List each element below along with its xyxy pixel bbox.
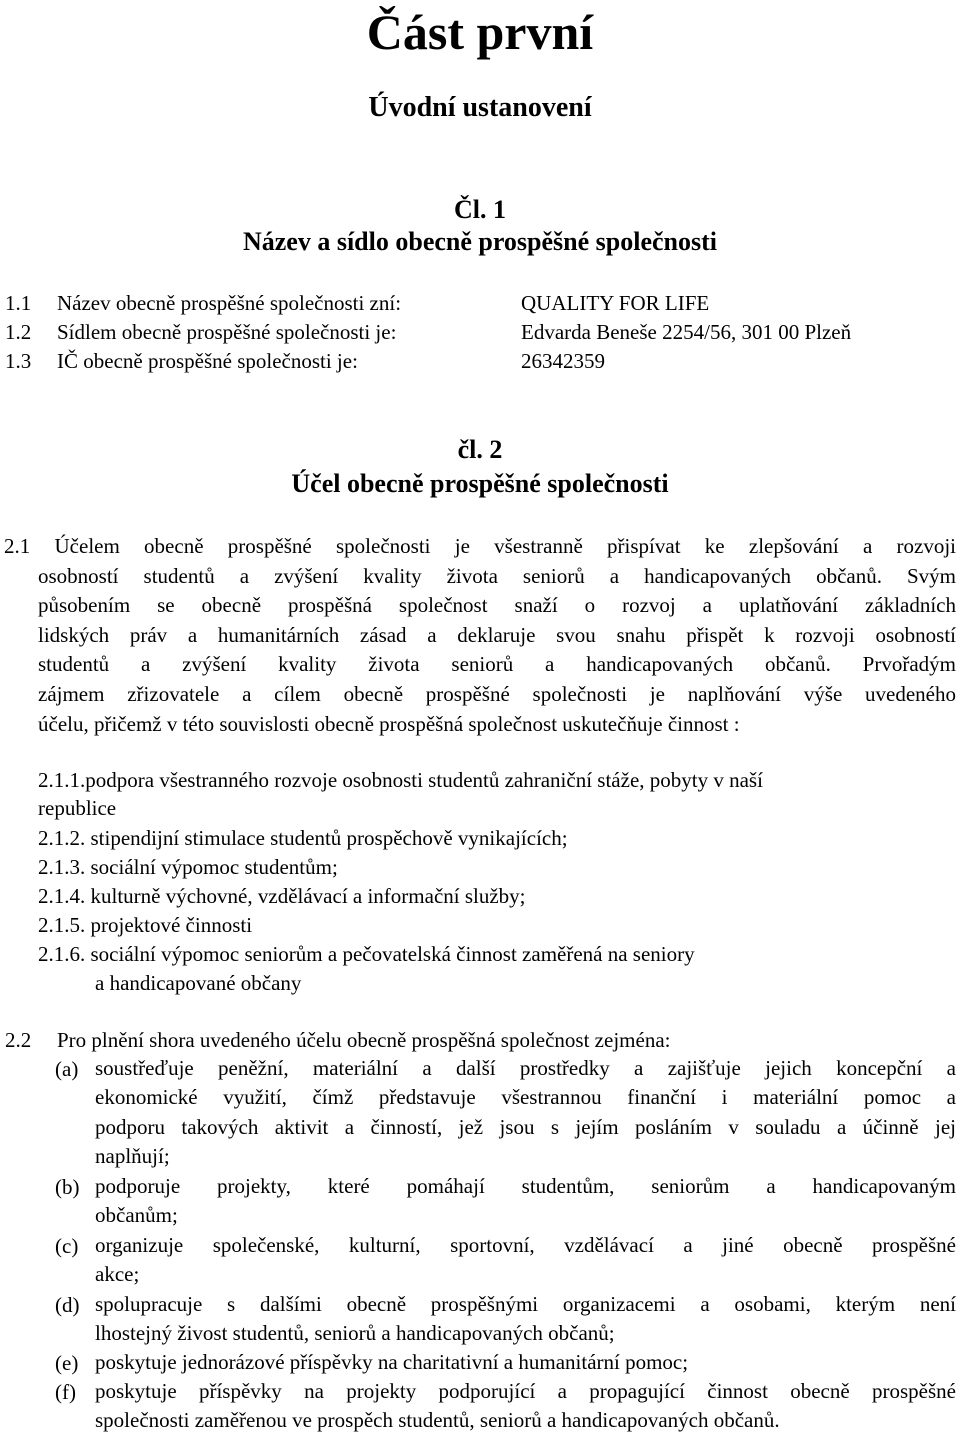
activity-item: 2.1.2. stipendijní stimulace studentů prospěchově vynikajících; [38,826,568,850]
paragraph-line: účelu, přičemž v této souvislosti obecně prospěšná společnost uskutečňuje činnost : [38,711,740,736]
item-line: poskytuje jednorázové příspěvky na charitativní a humanitární pomoc; [95,1350,689,1374]
item-text [95,1377,956,1434]
item-line: společnosti zaměřenou ve prospěch studentů, seniorů a handicapovaných občanů. [95,1407,780,1432]
paragraph-line: osobností studentů a zvýšení kvality života seniorů a handicapovaných občanů. Svým [38,563,956,588]
item-line: organizuje společenské, kulturní, sportovní, vzdělávací a jiné obecně prospěšné [95,1233,956,1257]
row-value: Edvarda Beneše 2254/56, 301 00 Plzeň [521,320,852,344]
item-marker: (d) [55,1293,80,1317]
paragraph-2-1 [4,532,956,739]
paragraph-line: lidských práv a humanitárních zásad a deklaruje svou snahu přispět k rozvoji osobností [38,622,956,647]
item-line: soustřeďuje peněžní, materiální a další prostředky a zajišťuje jejich koncepční a [95,1056,956,1080]
activity-item: 2.1.6. sociální výpomoc seniorům a pečovatelská činnost zaměřená na seniory [38,942,695,966]
item-line: naplňují; [95,1144,170,1169]
row-label: Sídlem obecně prospěšné společnosti je: [57,320,397,344]
paragraph-line: 2.1 Účelem obecně prospěšné společnosti je všestranně přispívat ke zlepšování a rozvoji [4,534,956,558]
item-text [95,1231,956,1290]
item-line: podporuje projekty, které pomáhají studentům, seniorům a handicapovaným [95,1174,956,1198]
article-1-title: Název a sídlo obecně prospěšné společnosti [242,227,718,256]
item-marker: (b) [55,1175,80,1199]
item-marker: (a) [55,1057,79,1081]
item-marker: (c) [55,1234,79,1258]
activity-item: 2.1.5. projektové činnosti [38,913,253,937]
item-text [95,1054,956,1172]
activity-item: 2.1.3. sociální výpomoc studentům; [38,855,338,879]
article-1-number: Čl. 1 [454,195,506,224]
part-subtitle: Úvodní ustanovení [368,92,592,123]
item-text [95,1348,956,1377]
item-line: podporu takových aktivit a činností, jež jsou s jejím posláním v souladu a účinně jej [95,1114,956,1139]
item-line: akce; [95,1262,140,1287]
item-line: občanům; [95,1203,178,1228]
paragraph-line: působením se obecně prospěšná společnost snaží o rozvoj a uplatňování základních [38,593,956,618]
item-line: poskytuje příspěvky na projekty podporující a propagující činnost obecně prospěšné [95,1379,956,1403]
activity-item: 2.1.1.podpora všestranného rozvoje osobnosti studentů zahraniční stáže, pobyty v naší [38,768,763,792]
item-line: lhostejný živost studentů, seniorů a handicapovaných občanů; [95,1321,615,1346]
activity-item: 2.1.4. kulturně výchovné, vzdělávací a informační služby; [38,884,526,908]
row-number: 1.2 [5,320,32,344]
paragraph-line: zájmem zřizovatele a cílem obecně prospěšné společnosti je naplňování výše uvedeného [38,681,956,706]
row-label: Název obecně prospěšné společnosti zní: [57,291,402,315]
row-number: 1.3 [5,349,32,373]
section-2-2-number: 2.2 [5,1028,32,1052]
item-marker: (f) [55,1380,76,1404]
article-2-number: čl. 2 [457,435,503,464]
section-2-2-intro: Pro plnění shora uvedeného účelu obecně prospěšná společnost zejména: [57,1028,671,1052]
row-value: 26342359 [521,349,605,373]
item-text [95,1290,956,1349]
row-label: IČ obecně prospěšné společnosti je: [57,349,358,373]
row-number: 1.1 [5,291,32,315]
article-2-title: Účel obecně prospěšné společnosti [291,469,669,498]
item-text [95,1172,956,1231]
row-value: QUALITY FOR LIFE [521,291,710,315]
paragraph-line: studentů a zvýšení kvality života seniorů a handicapovaných občanů. Prvořadým [38,652,956,677]
activity-item-continuation: a handicapované občany [95,971,302,995]
item-line: ekonomické využití, čímž představuje všestrannou finanční i materiální pomoc a [95,1085,956,1110]
part-title: Část první [366,4,594,60]
activity-item-continuation: republice [38,796,117,820]
item-line: spolupracuje s dalšími obecně prospěšnými organizacemi a osobami, kterým není [95,1292,956,1316]
item-marker: (e) [55,1351,79,1375]
